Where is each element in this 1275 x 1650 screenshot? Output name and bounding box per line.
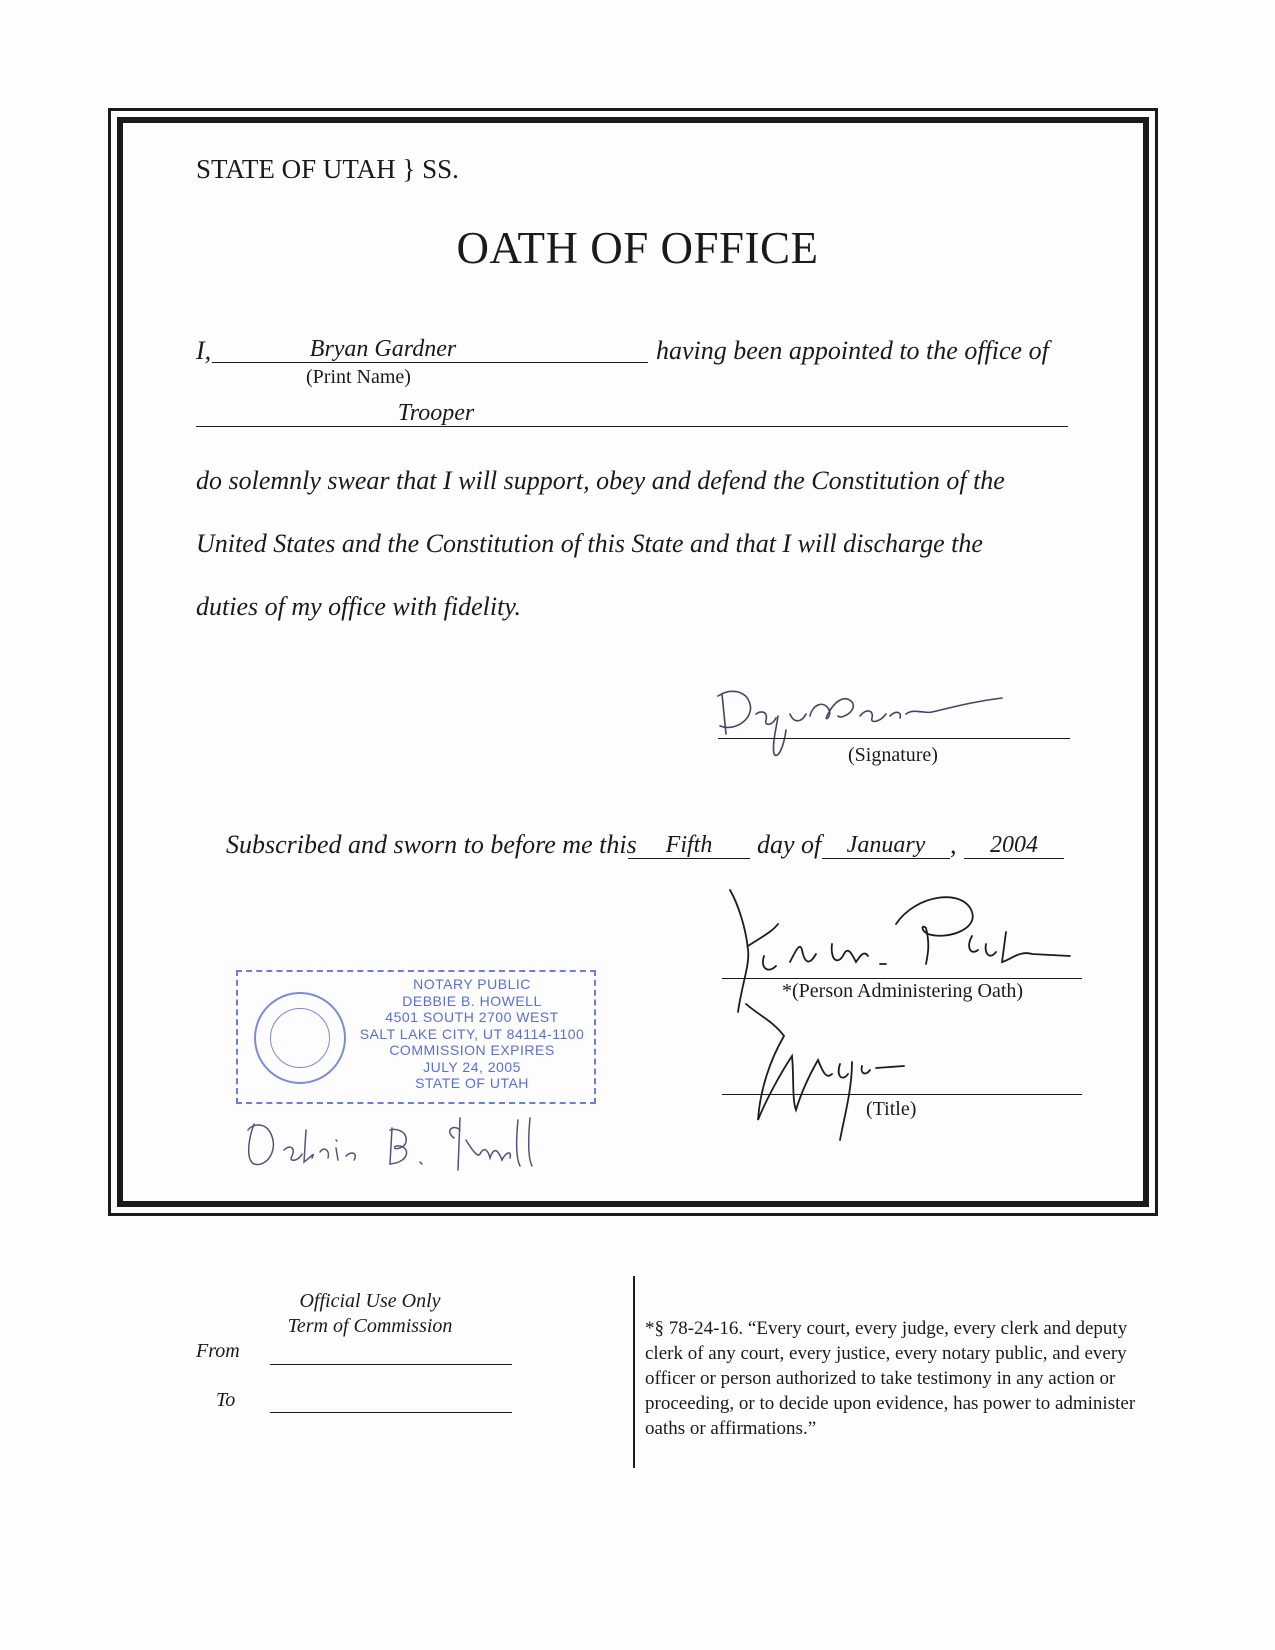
page-title: OATH OF OFFICE [456, 223, 819, 273]
title-caption: (Title) [866, 1098, 917, 1120]
stamp-line: NOTARY PUBLIC [413, 976, 531, 992]
notary-stamp [236, 970, 596, 1104]
appointed-text: having been appointed to the office of [656, 336, 1049, 365]
sworn-prefix: Subscribed and sworn to before me this [226, 830, 637, 859]
appointee-prefix: I, [196, 336, 212, 365]
oath-line-2: United States and the Constitution of this State and that I will discharge the [196, 529, 983, 558]
office-title: Trooper [397, 400, 475, 426]
state-line: STATE OF UTAH } SS. [196, 154, 459, 184]
footer-divider [633, 1276, 635, 1468]
sworn-comma: , [950, 830, 957, 859]
to-field-line [270, 1412, 512, 1413]
stamp-line: DEBBIE B. HOWELL [402, 992, 542, 1009]
from-field-line [270, 1364, 512, 1365]
stamp-line: SALT LAKE CITY, UT 84114-1100 [359, 1025, 585, 1042]
official-use-heading: Official Use Only [299, 1290, 441, 1312]
title-underline [722, 1094, 1082, 1095]
signature-caption: (Signature) [848, 744, 938, 766]
oath-line-3: duties of my office with fidelity. [196, 592, 521, 621]
day-of-text: day of [757, 830, 822, 859]
appointee-name: Bryan Gardner [309, 336, 457, 362]
from-label: From [196, 1340, 240, 1362]
notary-signature [240, 1110, 600, 1180]
title-signature [740, 1000, 940, 1150]
notary-stamp-text [350, 976, 594, 1092]
stamp-line: 4501 SOUTH 2700 WEST [385, 1009, 559, 1025]
stamp-line: COMMISSION EXPIRES [389, 1042, 555, 1058]
sworn-day: Fifth [665, 832, 713, 858]
name-caption: (Print Name) [306, 366, 411, 388]
administrator-underline [722, 978, 1082, 979]
to-label: To [216, 1389, 236, 1411]
sworn-year: 2004 [990, 832, 1038, 858]
oath-line-1: do solemnly swear that I will support, obey and defend the Constitution of the [196, 466, 1005, 495]
notary-seal-inner [270, 1008, 330, 1068]
administrator-caption: *(Person Administering Oath) [782, 980, 1024, 1002]
official-use-subheading: Term of Commission [287, 1315, 453, 1337]
signature-underline [718, 738, 1070, 739]
sworn-month: January [846, 832, 926, 858]
notary-seal-icon [254, 992, 346, 1084]
stamp-line: JULY 24, 2005 [423, 1058, 521, 1075]
statute-note: *§ 78-24-16. “Every court, every judge, every clerk and deputy clerk of any court, every justice, every notary public, and every officer or person authorized to take testimony in any action or proceeding, or to decide upon evidence, has power to administer oaths or affirmations.” [645, 1318, 1136, 1439]
stamp-line: STATE OF UTAH [415, 1075, 529, 1091]
